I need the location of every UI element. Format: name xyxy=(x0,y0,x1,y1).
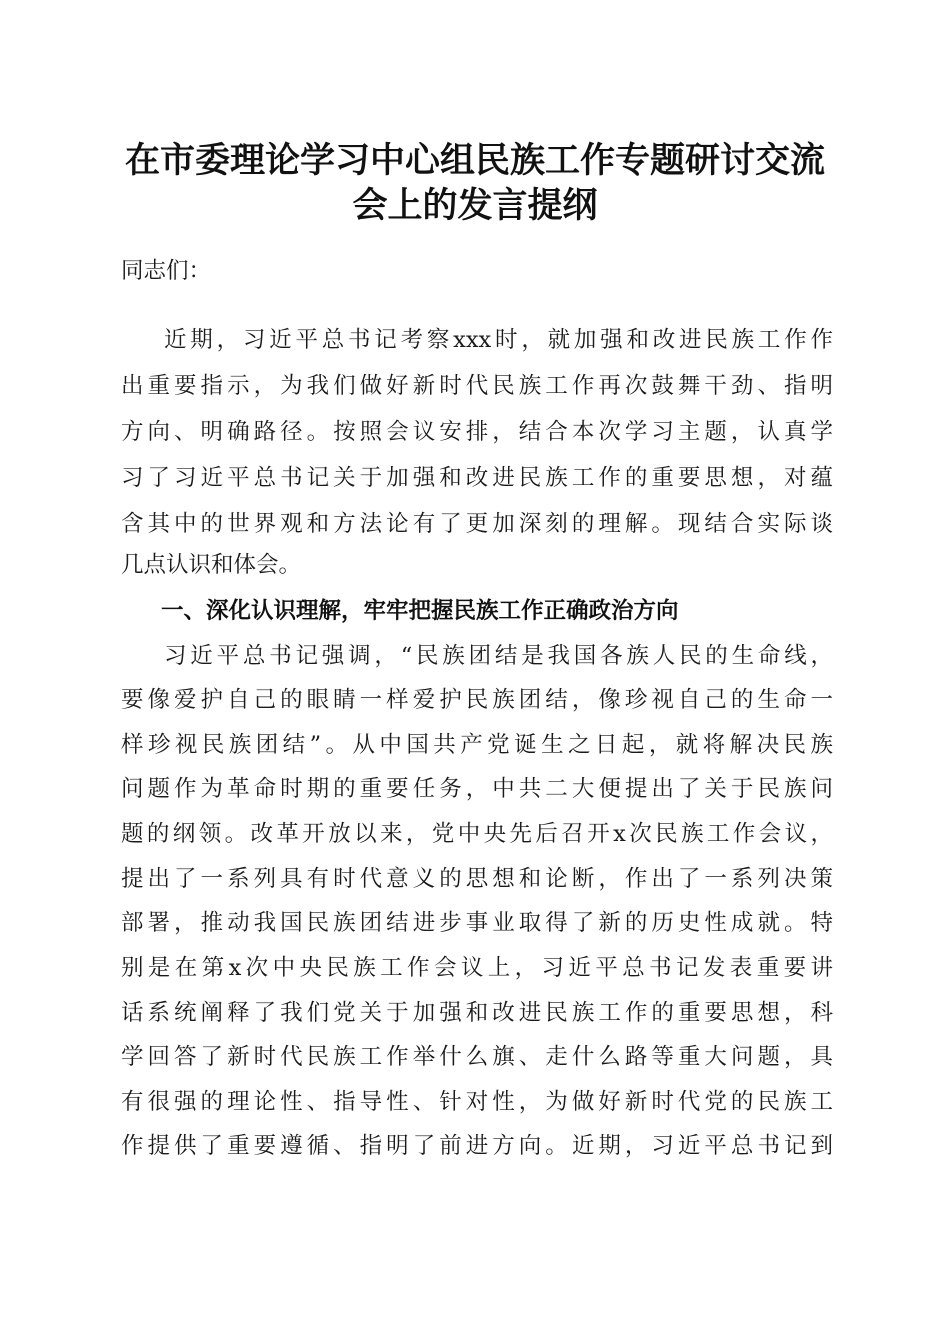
section-line: 习近平总书记强调，“民族团结是我国各族人民的生命线， xyxy=(164,643,833,669)
intro-line: 习了习近平总书记关于加强和改进民族工作的重要思想，对蕴 xyxy=(121,465,833,491)
intro-line: 出重要指示，为我们做好新时代民族工作再次鼓舞干劲、指明 xyxy=(121,373,833,399)
section-line: 作提供了重要遵循、指明了前进方向。近期，习近平总书记到 xyxy=(121,1133,833,1159)
section-line: 有很强的理论性、指导性、针对性，为做好新时代党的民族工 xyxy=(121,1089,833,1115)
section-line: 话系统阐释了我们党关于加强和改进民族工作的重要思想，科 xyxy=(121,1000,833,1026)
intro-line: 含其中的世界观和方法论有了更加深刻的理解。现结合实际谈 xyxy=(121,511,833,537)
section-line: 样珍视民族团结”。从中国共产党诞生之日起，就将解决民族 xyxy=(121,732,833,758)
salutation: 同志们： xyxy=(121,258,212,284)
section-heading-1: 一、深化认识理解，牢牢把握民族工作正确政治方向 xyxy=(161,598,679,624)
section-line: 问题作为革命时期的重要任务，中共二大便提出了关于民族问 xyxy=(121,776,833,802)
section-line: 部署，推动我国民族团结进步事业取得了新的历史性成就。特 xyxy=(121,910,833,936)
section-line: 要像爱护自己的眼睛一样爱护民族团结，像珍视自己的生命一 xyxy=(121,687,833,713)
intro-line: 近期，习近平总书记考察xxx时，就加强和改进民族工作作 xyxy=(164,327,833,353)
section-line: 提出了一系列具有时代意义的思想和论断，作出了一系列决策 xyxy=(121,866,833,892)
document-title-line-2: 会上的发言提纲 xyxy=(352,185,598,226)
intro-line: 方向、明确路径。按照会议安排，结合本次学习主题，认真学 xyxy=(121,419,833,445)
section-line: 学回答了新时代民族工作举什么旗、走什么路等重大问题，具 xyxy=(121,1044,833,1070)
section-line: 别是在第x次中央民族工作会议上，习近平总书记发表重要讲 xyxy=(121,955,833,981)
document-title-line-1: 在市委理论学习中心组民族工作专题研讨交流 xyxy=(124,140,825,181)
intro-line: 几点认识和体会。 xyxy=(121,552,302,578)
section-line: 题的纲领。改革开放以来，党中央先后召开x次民族工作会议， xyxy=(121,821,833,847)
